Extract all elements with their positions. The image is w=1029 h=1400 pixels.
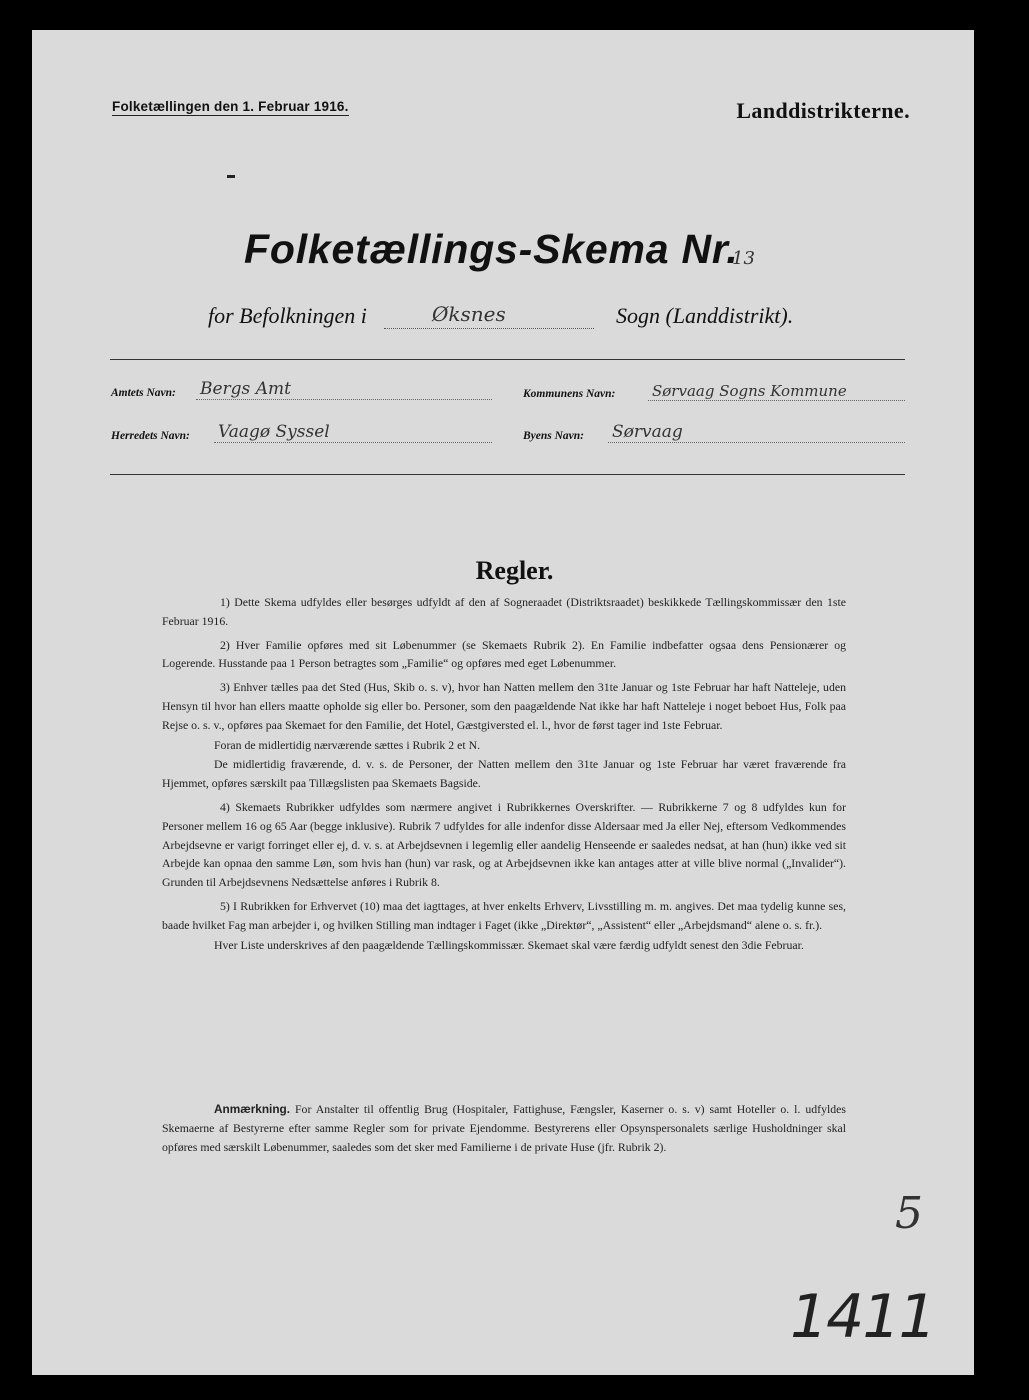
subtitle-suffix: Sogn (Landdistrikt). (616, 303, 794, 328)
herred-label: Herredets Navn: (111, 430, 190, 442)
rule-2: 2) Hver Familie opføres med sit Løbenummer (se Skemaets Rubrik 2). En Familie indbefatter ogsaa dens Pensionærer og Logerende. Husstande paa 1 Person betragtes som „Familie“ og opføres med eget Løbenummer. (162, 637, 846, 671)
form-subtitle (208, 303, 367, 329)
form-number: 13 (732, 248, 755, 269)
remark (162, 1100, 846, 1157)
rule-3-present: Foran de midlertidig nærværende sættes i Rubrik 2 et N. (214, 737, 481, 752)
by-label: Byens Navn: (523, 430, 585, 442)
kommune-label: Kommunens Navn: (523, 388, 616, 400)
form-title-text: Folketællings-Skema Nr. (244, 226, 739, 272)
parish-value: Øksnes (432, 302, 506, 326)
remark-label: Anmærkning. (214, 1102, 291, 1116)
parish-field (384, 302, 594, 329)
amt-label: Amtets Navn: (111, 387, 176, 399)
district-header: Landdistrikterne. (736, 98, 910, 123)
rule-3: 3) Enhver tælles paa det Sted (Hus, Skib o. s. v), hvor han Natten mellem den 31te Januar og 1ste Februar har haft Natteleje, uden Hensyn til hvor han ellers maatte opholde sig eller bo. Personer, som den paagældende Nat ikke har haft Natteleje i noget beboet Hus, Folk paa Rejse o. s. v., opføres paa Skemaet for den Familie, det Hotel, Gæstgiversted el. l., hvor de først tager ind 1ste Februar. (162, 680, 846, 732)
rules-heading: Regler. (475, 556, 554, 585)
top-rule (110, 359, 905, 360)
by-field (608, 422, 905, 443)
rule-3-absent: De midlertidig fraværende, d. v. s. de Personer, der Natten mellem den 31te Januar og 1ste Februar har været fraværende fra Hjemmet, opføres særskilt paa Tillægslisten paa Skemaets Bagside. (162, 757, 846, 791)
rule-1: 1) Dette Skema udfyldes eller besørges udfyldt af den af Sogneraadet (Distriktsraadet) beskikkede Tællingskommissær den 1ste Februar 1916. (162, 595, 846, 628)
rule-5: 5) I Rubrikken for Erhvervet (10) maa det iagttages, at hver enkelts Erhverv, Livsstilling m. m. angives. Det maa tydelig kunne ses, baade hvilket Fag man arbejder i, og hvilken Stilling man indtager i Faget (ikke „Direktør“, „Assistent“ eller „Arbejdsmand“ alene o. s. fr.). (162, 898, 846, 932)
rules-body (162, 593, 846, 959)
form-title (244, 226, 739, 273)
rule-5-signature: Hver Liste underskrives af den paagældende Tællingskommissær. Skemaet skal være færdig udfyldt senest den 3die Februar. (214, 937, 804, 952)
handwritten-five: 5 (895, 1188, 923, 1239)
amt-field (196, 379, 492, 400)
herred-value: Vaagø Syssel (218, 422, 330, 442)
remark-text: For Anstalter til offentlig Brug (Hospitaler, Fattighuse, Fængsler, Kaserner o. s. v) samt Hoteller o. l. udfyldes Skemaerne af Bestyrerne efter samme Regler som for private Ejendomme. Bestyrerens eller Opsynspersonalets særlige Husholdninger skal opføres med særskilt Løbenummer, saaledes som det sker med Familierne i de private Huse (jfr. Rubrik 2). (162, 1102, 846, 1154)
archive-number: 1411 (790, 1282, 935, 1352)
rule-4: 4) Skemaets Rubrikker udfyldes som nærmere angivet i Rubrikkernes Overskrifter. — Rubrikkerne 7 og 8 udfyldes kun for Personer mellem 16 og 65 Aar (begge inklusive). Rubrik 7 udfyldes for alle indenfor disse Aldersaar med Ja eller Nej, eftersom Vedkommendes Arbejdsevne er varigt forringet eller ej, d. v. s. at Arbejdsevnen i legemlig eller aandelig Henseende er saaledes nedsat, at han (hun) ikke ved sit Arbejde kan opnaa den samme Løn, som hvis han (hun) var rask, og at Arbejdsevnen ikke kan antages atter at ville blive normal („Invalider“). Grunden til Arbejdsevnens Nedsættelse anføres i Rubrik 8. (162, 799, 846, 890)
kommune-value: Sørvaag Sogns Kommune (652, 382, 847, 400)
herred-field (214, 422, 492, 443)
bottom-rule (110, 474, 905, 475)
amt-value: Bergs Amt (200, 379, 291, 399)
subtitle-prefix: for Befolkningen i (208, 303, 367, 328)
census-date-header: Folketællingen den 1. Februar 1916. (112, 99, 349, 114)
ink-dash (227, 175, 235, 178)
by-value: Sørvaag (612, 422, 683, 442)
kommune-field (648, 384, 905, 401)
